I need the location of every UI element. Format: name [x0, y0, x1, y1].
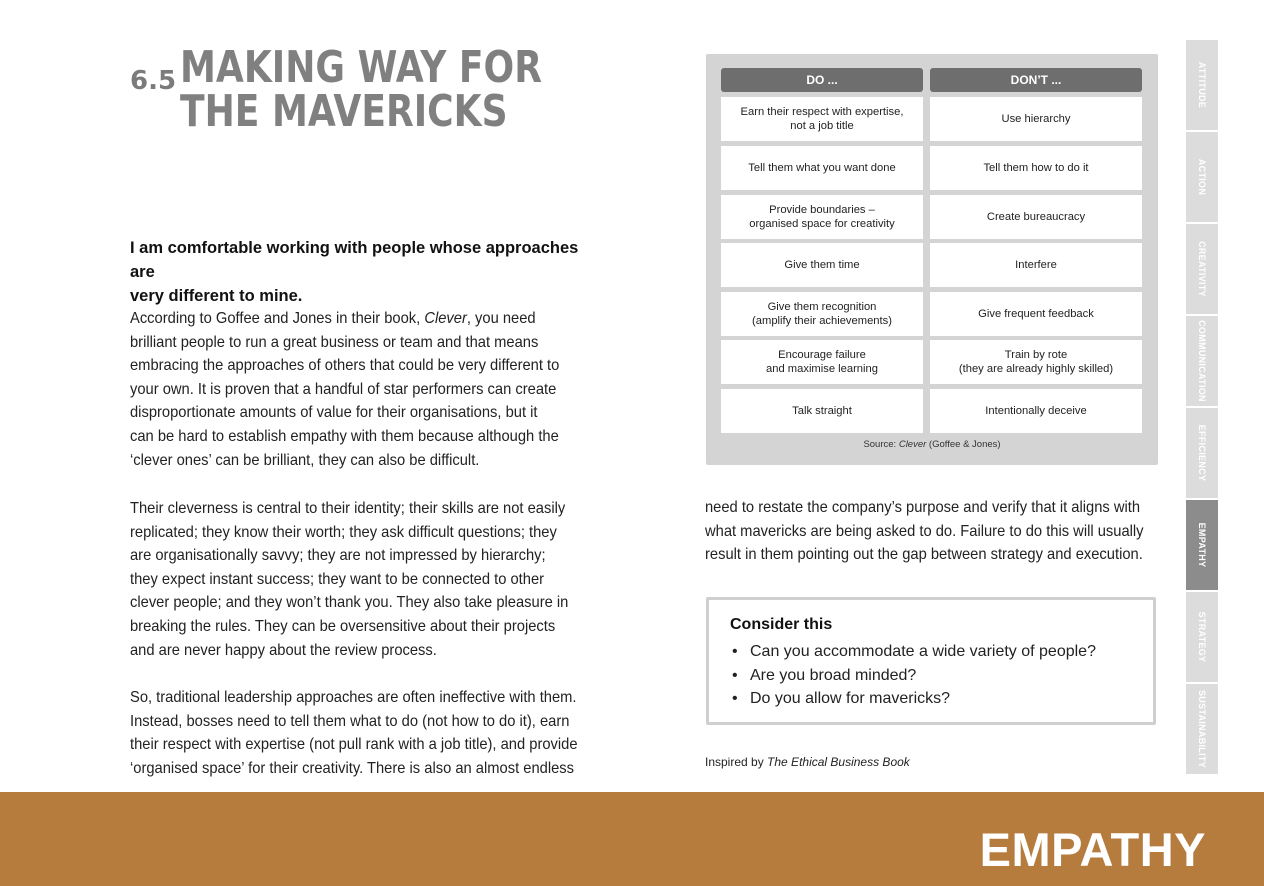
paragraph-4 [705, 496, 1165, 567]
lead-statement [130, 236, 590, 308]
table-source [706, 439, 1158, 450]
paragraph-1-line-6: can be hard to establish empathy with them because although the [130, 427, 559, 445]
paragraph-4-line-3: result in them pointing out the gap between strategy and execution. [705, 546, 1143, 564]
consider-item [730, 664, 1096, 688]
section-title [180, 42, 543, 137]
tab-empathy[interactable] [1186, 500, 1218, 592]
tab-efficiency[interactable] [1186, 408, 1218, 500]
consider-item [730, 640, 1096, 664]
lead-line1: I am comfortable working with people whose approaches are [130, 239, 579, 281]
paragraph-3-line-2: Instead, bosses need to tell them what to do (not how to do it), earn [130, 712, 570, 730]
tab-label: SUSTAINABILITY [1197, 689, 1207, 769]
paragraph-2-line-7: and are never happy about the review process. [130, 641, 437, 659]
paragraph-2-line-1: Their cleverness is central to their identity; their skills are not easily [130, 500, 566, 517]
table-cell-do: Give them recognition (amplify their achievements) [721, 292, 923, 336]
inspired-book: The Ethical Business Book [767, 755, 910, 769]
paragraph-2-line-2: replicated; they know their worth; they ask difficult questions; they [130, 523, 557, 541]
tab-strategy[interactable] [1186, 592, 1218, 684]
tab-action[interactable] [1186, 132, 1218, 224]
tab-attitude[interactable] [1186, 40, 1218, 132]
paragraph-1-line-3: embracing the approaches of others that could be very different to [130, 357, 560, 375]
tab-sustainability[interactable] [1186, 684, 1218, 776]
paragraph-2-line-5: clever people; and they won’t thank you. They also take pleasure in [130, 594, 569, 612]
table-header-do: DO ... [721, 68, 923, 92]
table-source-prefix: Source: [863, 439, 899, 450]
paragraph-3-line-4: ‘organised space’ for their creativity. There is also an almost endless [130, 759, 575, 777]
tab-label: EFFICIENCY [1197, 424, 1207, 482]
consider-this-box [706, 597, 1156, 725]
table-cell-dont: Train by rote (they are already highly skilled) [930, 340, 1142, 384]
section-title-line2: THE MAVERICKS [180, 86, 508, 137]
consider-list [730, 640, 1096, 711]
paragraph-3 [130, 686, 590, 780]
p1-l1-a: According to Goffee and Jones in their book, [130, 310, 425, 327]
paragraph-3-line-3: their respect with expertise (not pull rank with a job title), and provide [130, 736, 578, 754]
paragraph-1-line-1 [130, 307, 553, 331]
tab-label: COMMUNICATION [1197, 320, 1207, 402]
tab-communication[interactable] [1186, 316, 1218, 408]
do-dont-table [706, 54, 1158, 465]
lead-line2: very different to mine. [130, 287, 303, 305]
tab-label: STRATEGY [1197, 611, 1207, 663]
consider-item-text: Do you allow for mavericks? [750, 690, 951, 708]
table-cell-do: Give them time [721, 243, 923, 287]
chapter-footer-band [0, 792, 1264, 886]
table-cell-do: Tell them what you want done [721, 146, 923, 190]
tab-creativity[interactable] [1186, 224, 1218, 316]
table-cell-dont: Tell them how to do it [930, 146, 1142, 190]
chapter-footer-label: EMPATHY [979, 823, 1206, 876]
paragraph-1-line-2: brilliant people to run a great business or team and that means [130, 333, 539, 351]
p1-l1-b: , you need [466, 310, 536, 327]
tab-label: ATTITUDE [1197, 61, 1207, 109]
inspired-prefix: Inspired by [705, 755, 768, 769]
table-cell-dont: Intentionally deceive [930, 389, 1142, 433]
book-title-clever: Clever [424, 310, 467, 327]
section-number: 6.5 [130, 66, 177, 96]
consider-item [730, 687, 1096, 711]
table-cell-dont: Create bureaucracy [930, 195, 1142, 239]
tab-label: ACTION [1197, 158, 1207, 196]
paragraph-2-line-4: they expect instant success; they want to be connected to other [130, 570, 545, 588]
paragraph-1-line-4: your own. It is proven that a handful of star performers can create [130, 380, 557, 398]
bullet-icon: • [732, 690, 738, 708]
table-cell-do: Provide boundaries – organised space for creativity [721, 195, 923, 239]
paragraph-3-line-1: So, traditional leadership approaches are often ineffective with them. [130, 689, 577, 706]
tab-label: EMPATHY [1197, 522, 1207, 568]
table-header-dont: DON’T ... [930, 68, 1142, 92]
table-source-book: Clever [898, 439, 927, 450]
paragraph-2 [130, 497, 590, 662]
table-cell-dont: Interfere [930, 243, 1142, 287]
consider-item-text: Are you broad minded? [750, 666, 917, 684]
tab-label: CREATIVITY [1197, 241, 1207, 297]
paragraph-2-line-6: breaking the rules. They can be oversensitive about their projects [130, 617, 556, 635]
paragraph-1-line-7: ‘clever ones’ can be brilliant, they can also be difficult. [130, 451, 480, 469]
table-source-suffix: (Goffee & Jones) [926, 439, 1001, 450]
section-title-line1: MAKING WAY FOR [180, 42, 543, 93]
inspired-by-credit [705, 755, 910, 769]
table-cell-dont: Use hierarchy [930, 97, 1142, 141]
table-cell-do: Talk straight [721, 389, 923, 433]
bullet-icon: • [732, 643, 738, 660]
table-cell-dont: Give frequent feedback [930, 292, 1142, 336]
paragraph-1-line-5: disproportionate amounts of value for their organisations, but it [130, 404, 538, 422]
paragraph-4-line-2: what mavericks are being asked to do. Failure to do this will usually [705, 522, 1144, 540]
table-cell-do: Earn their respect with expertise, not a job title [721, 97, 923, 141]
consider-title: Consider this [730, 616, 833, 633]
consider-item-text: Can you accommodate a wide variety of people? [750, 643, 1096, 660]
paragraph-1 [130, 307, 590, 472]
table-cell-do: Encourage failure and maximise learning [721, 340, 923, 384]
paragraph-4-line-1: need to restate the company’s purpose and verify that it aligns with [705, 499, 1141, 516]
paragraph-2-line-3: are organisationally savvy; they are not impressed by hierarchy; [130, 547, 546, 565]
bullet-icon: • [732, 666, 738, 684]
